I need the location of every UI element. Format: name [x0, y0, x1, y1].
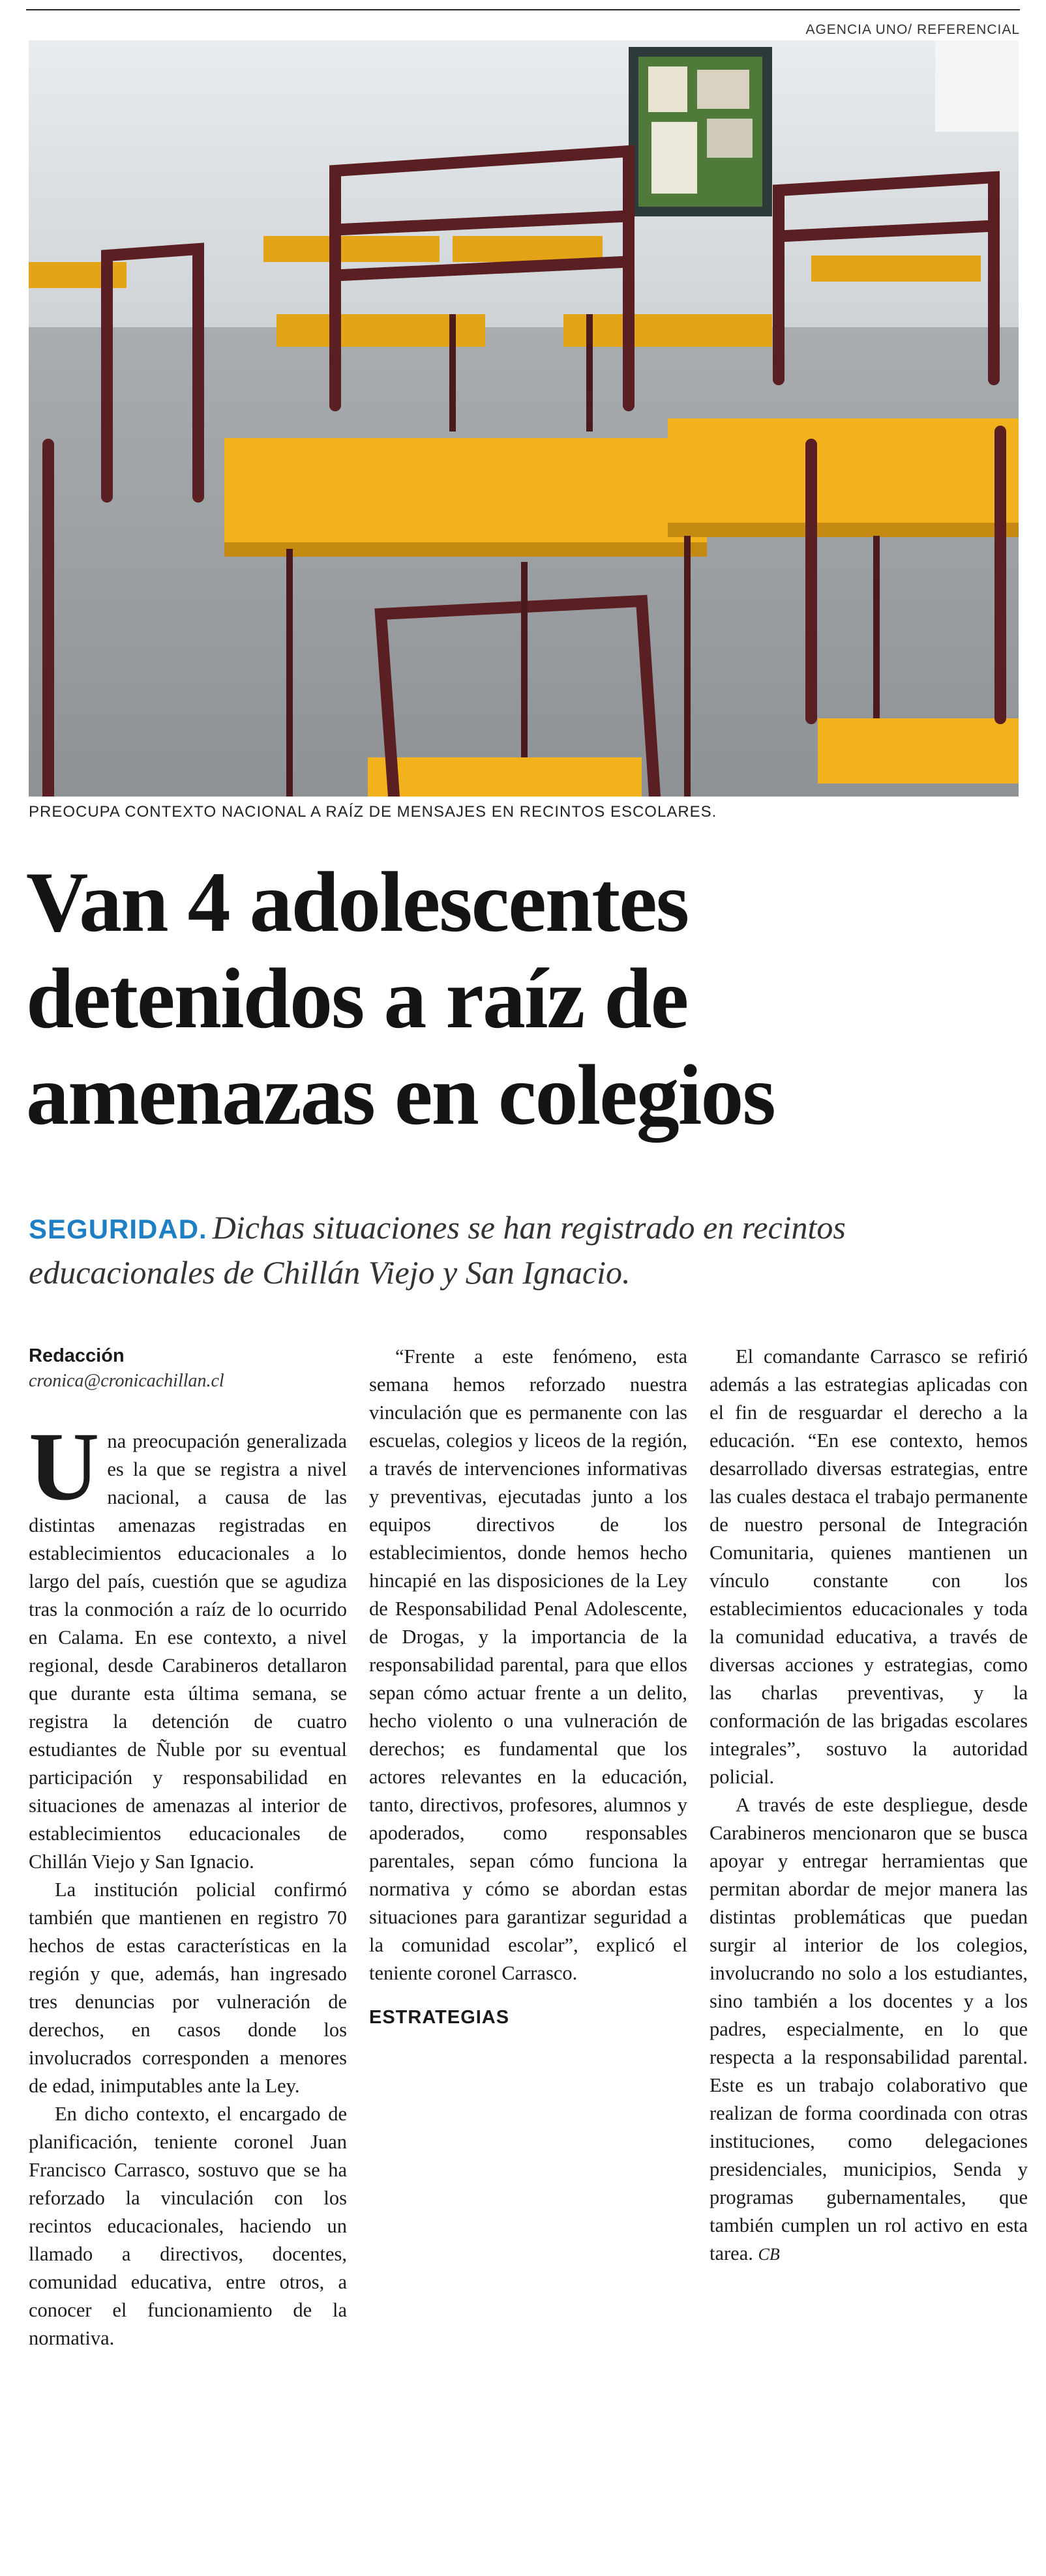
paragraph-6 [710, 1791, 1028, 2268]
classroom-photo [29, 40, 1019, 797]
deck-text: Dichas situaciones se han registrado en recintos educacionales de Chillán Viejo y San Ignacio. [29, 1209, 846, 1291]
photo-credit: AGENCIA UNO/ REFERENCIAL [805, 22, 1020, 37]
paragraph-2: La institución policial confirmó también que mantienen en registro 70 hechos de estas características en la región y que, además, han ingresado tres denuncias por vulneración de derechos, en casos donde los involucrados corresponden a menores de edad, inimputables ante la Ley. [29, 1879, 347, 2097]
paragraph-5: El comandante Carrasco se refirió además a las estrategias aplicadas con el fin de resguardar el derecho a la educación. “En ese contexto, hemos desarrollado diversas estrategias, entre las cuales destaca el trabajo permanente de nuestro personal de Integración Comunitaria, quienes mantienen un vínculo constante con los establecimientos educacionales y toda la comunidad educativa, a través de diversas acciones y estrategias, como las charlas preventivas, y la conformación de las brigadas escolares integrales”, sostuvo la autoridad policial. [710, 1345, 1028, 1788]
drop-cap: U [29, 1412, 100, 1521]
paragraph-4: “Frente a este fenómeno, esta semana hemos reforzado nuestra vinculación que es permanente con las escuelas, colegios y liceos de la región, a través de intervenciones informativas y preventivas, ejecutadas junto a los equipos directivos de los establecimientos, donde hemos hecho hincapié en las disposiciones de la Ley de Responsabilidad Penal Adolescente, de Drogas, y la importancia de la responsabilidad parental, para que ellos sepan cómo actuar frente a un delito, hecho violento o una vulneración de derechos; es fundamental que los actores relevantes en la educación, tanto, directivos, profesores, alumnos y apoderados, como responsables parentales, sepan cómo funciona la normativa y cómo se abordan estas situaciones para garantizar seguridad a la comunidad escolar”, explicó el teniente coronel Carrasco. [369, 1345, 687, 1984]
subhead-strategies: ESTRATEGIAS [369, 2007, 510, 2028]
headline-line-3: amenazas en colegios [26, 1047, 775, 1143]
article-column-3 [710, 1343, 1028, 2268]
headline-line-2: detenidos a raíz de [26, 950, 688, 1046]
classroom-photo-illustration [29, 40, 1019, 797]
article-column-2 [369, 1343, 687, 2030]
deck [29, 1206, 1026, 1294]
section-label: SEGURIDAD. [29, 1214, 207, 1244]
byline-email[interactable]: cronica@cronicachillan.cl [29, 1371, 224, 1391]
headline-line-1: Van 4 adolescentes [26, 854, 689, 950]
article-column-1 [29, 1343, 347, 2352]
paragraph-6-text: A través de este despliegue, desde Carabineros mencionaron que se busca apoyar y entregar herramientas que permitan abordar de mejor manera las distintas problemáticas que puedan surgir al interior de los colegios, involucrando no solo a los estudiantes, sino también a los docentes y a los padres, especialmente, en lo que respecta a la responsabilidad parental. Este es un trabajo colaborativo que realizan de forma coordinada con otras instituciones, como delegaciones presidenciales, municipios, Senda y programas gubernamentales, que también cumplen un rol activo en esta tarea. [710, 1794, 1028, 2264]
paragraph-1-text: na preocupación generalizada es la que se registra a nivel nacional, a causa de las distintas amenazas registradas en establecimientos educacionales a lo largo del país, cuestión que se agudiza tras la conmoción a raíz de lo ocurrido en Calama. En ese contexto, a nivel regional, desde Carabineros detallaron que durante esta última semana, se registra la detención de cuatro estudiantes de Ñuble por su eventual participación y responsabilidad en situaciones de amenazas al interior de establecimientos educacionales de Chillán Viejo y San Ignacio. [29, 1430, 347, 1873]
paragraph-3: En dicho contexto, el encargado de planificación, teniente coronel Juan Francisco Carrasco, sostuvo que se ha reforzado la vinculación con los recintos educacionales, haciendo un llamado a directivos, docentes, comunidad educativa, entre otros, a conocer el funcionamiento de la normativa. [29, 2103, 347, 2349]
photo-caption: PREOCUPA CONTEXTO NACIONAL A RAÍZ DE MENSAJES EN RECINTOS ESCOLARES. [29, 803, 717, 821]
byline-name: Redacción [29, 1345, 125, 1366]
headline [26, 854, 1024, 1143]
paragraph-1 [29, 1412, 347, 1876]
end-mark: CB [758, 2245, 780, 2264]
top-rule [26, 9, 1020, 10]
